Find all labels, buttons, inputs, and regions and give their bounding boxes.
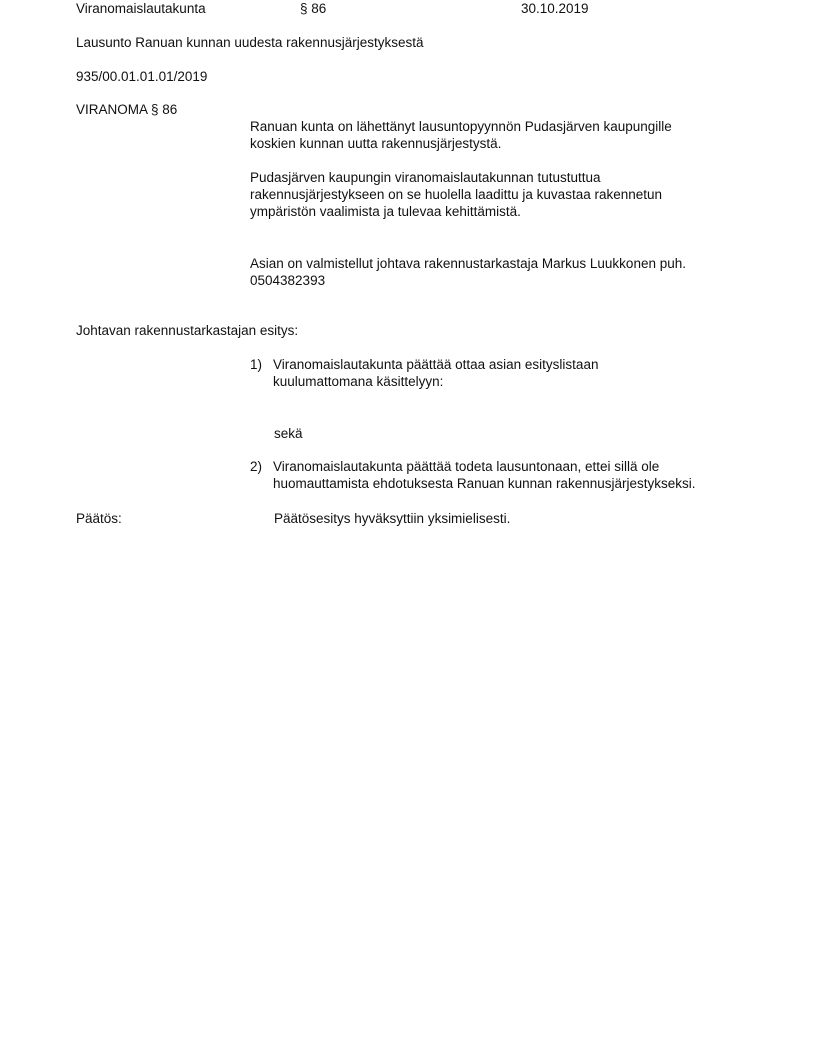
- decision-text: Päätösesitys hyväksyttiin yksimielisesti.: [274, 511, 511, 526]
- header-section: § 86: [300, 1, 327, 16]
- paragraph-preparer: [250, 255, 686, 289]
- proposal-item-number: 2): [250, 459, 263, 474]
- proposal-item-line: Viranomaislautakunta päättää ottaa asian esityslistaan: [273, 357, 599, 372]
- paragraph-line: rakennusjärjestykseen on se huolella laadittu ja kuvastaa rakennetun: [250, 187, 663, 202]
- paragraph-assessment: [250, 169, 662, 220]
- decision-label: Päätös:: [76, 511, 122, 526]
- proposal-item-line: kuulumattomana käsittelyyn:: [273, 374, 444, 389]
- paragraph-line: Pudasjärven kaupungin viranomaislautakunnan tutustuttua: [250, 170, 601, 185]
- paragraph-line: Asian on valmistellut johtava rakennustarkastaja Markus Luukkonen puh.: [250, 256, 686, 271]
- proposal-connector: sekä: [274, 426, 303, 441]
- proposal-item-number: 1): [250, 357, 263, 372]
- proposal-item-2: [273, 458, 696, 492]
- proposal-item-1: [273, 356, 598, 390]
- proposal-heading: Johtavan rakennustarkastajan esitys:: [76, 323, 299, 338]
- paragraph-line: koskien kunnan uutta rakennusjärjestystä.: [250, 136, 502, 151]
- proposal-item-line: huomauttamista ehdotuksesta Ranuan kunnan rakennusjärjestykseksi.: [273, 476, 696, 491]
- section-reference: VIRANOMA § 86: [76, 102, 178, 117]
- paragraph-line: Ranuan kunta on lähettänyt lausuntopyynnön Pudasjärven kaupungille: [250, 119, 672, 134]
- document-title: Lausunto Ranuan kunnan uudesta rakennusjärjestyksestä: [76, 35, 424, 50]
- reference-number: 935/00.01.01.01/2019: [76, 69, 208, 84]
- header-organization: Viranomaislautakunta: [76, 1, 206, 16]
- header-date: 30.10.2019: [521, 1, 589, 16]
- paragraph-line: 0504382393: [250, 273, 326, 288]
- paragraph-line: ympäristön vaalimista ja tulevaa kehittämistä.: [250, 204, 521, 219]
- proposal-item-line: Viranomaislautakunta päättää todeta lausuntonaan, ettei sillä ole: [273, 459, 660, 474]
- paragraph-request: [250, 118, 672, 152]
